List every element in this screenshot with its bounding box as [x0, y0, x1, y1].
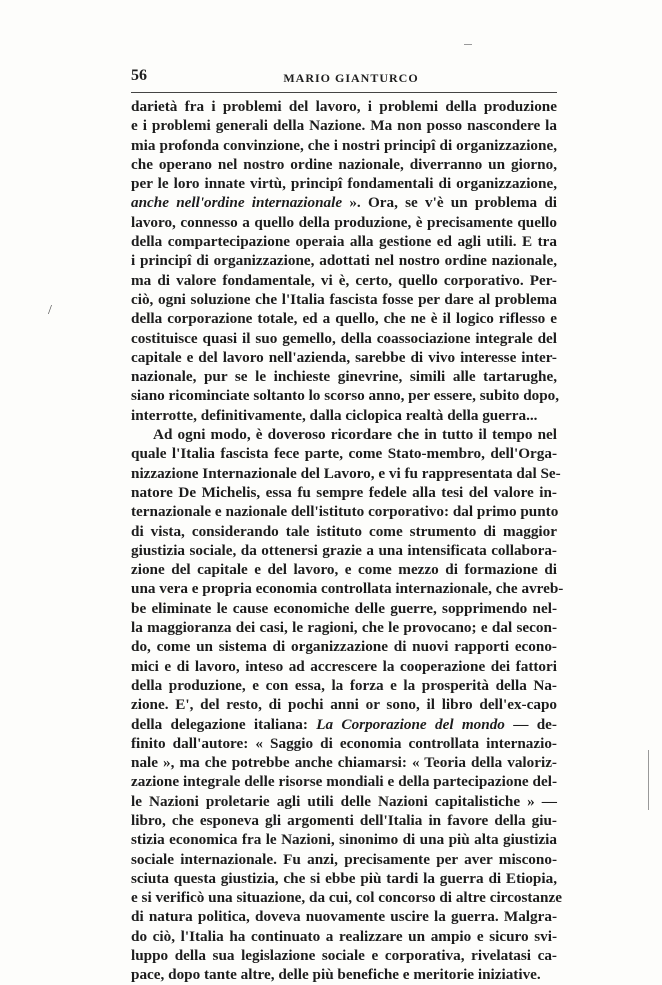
- text-line: Ad ogni modo, è doveroso ricordare che in tutto il tempo nel: [153, 426, 557, 444]
- text-line: della compartecipazione operaia alla gestione ed agli utili. E tra: [131, 233, 557, 251]
- text-line: sciuta questa giustizia, che si ebbe più tardi la guerra di Etiopia,: [131, 869, 557, 887]
- text-line: do ciò, l'Italia ha continuato a realizzare un ampio e sicuro svi-: [131, 927, 557, 945]
- text-line: finito dall'autore: « Saggio di economia controllata internazio-: [131, 734, 557, 752]
- text-line: nizzazione Internazionale del Lavoro, e vi fu rappresentata dal Se-: [131, 464, 561, 482]
- text-line: siano ricominciate soltanto lo scorso anno, per essere, subito dopo,: [131, 387, 560, 405]
- text-line: interrotte, definitivamente, dalla ciclopica realtà della guerra...: [131, 406, 538, 424]
- text-line: darietà fra i problemi del lavoro, i problemi della produzione: [131, 98, 557, 115]
- text-line: di vista, considerando tale istituto come strumento di maggior: [131, 522, 557, 540]
- text-line: nale », ma che potrebbe anche chiamarsi: « Teoria della valoriz-: [131, 754, 557, 772]
- text-line: ternazionale e nazionale dell'istituto corporativo: dal primo punto: [131, 503, 559, 521]
- page-number: 56: [131, 67, 147, 84]
- text-line: pace, dopo tante altre, delle più benefiche e meritorie iniziative.: [131, 966, 541, 984]
- text-line: be eliminate le cause economiche delle guerre, sopprimendo nel-: [131, 599, 557, 617]
- scan-mark-right: [648, 750, 649, 810]
- header-rule: [131, 92, 557, 93]
- text-line: lavoro, connesso a quello della produzione, è precisamente quello: [131, 213, 557, 231]
- text-line: e i problemi generali della Nazione. Ma non posso nascondere la: [131, 117, 557, 135]
- text-line: costituisce quasi il suo gemello, della coassociazione integrale del: [131, 329, 557, 347]
- body-text: [131, 97, 564, 985]
- text-line: della corporazione totale, ed a quello, che ne è il logico riflesso e: [131, 310, 557, 328]
- text-line: do, come un sistema di organizzazione di nuovi rapporti econo-: [131, 638, 557, 656]
- text-line: la maggioranza dei casi, le ragioni, che le provocano; e dal secon-: [131, 619, 557, 637]
- text-line: natore De Michelis, essa fu sempre fedele alla tesi del valore in-: [131, 483, 557, 501]
- text-line: che operano nel nostro ordine nazionale, diverranno un giorno,: [131, 155, 557, 173]
- text-line: anche nell'ordine internazionale ». Ora, se v'è un problema di: [131, 194, 557, 212]
- text-line: di natura politica, doveva nuovamente uscire la guerra. Malgra-: [131, 908, 557, 926]
- page-header: [131, 67, 557, 89]
- text-line: i principî di organizzazione, adottati nel nostro ordine nazionale,: [131, 252, 557, 270]
- text-line: ma di valore fondamentale, vi è, certo, quello corporativo. Per-: [131, 271, 557, 289]
- text-line: stizia economica fra le Nazioni, sinonimo di una più alta giustizia: [131, 831, 557, 849]
- running-head: MARIO GIANTURCO: [283, 71, 419, 85]
- text-line: per le loro innate virtù, principî fondamentali di organizzazione,: [131, 175, 557, 193]
- text-line: luppo della sua legislazione sociale e corporativa, rivelatasi ca-: [131, 947, 557, 965]
- text-line: zione del capitale e del lavoro, e come mezzo di formazione di: [131, 561, 557, 579]
- text-line: le Nazioni proletarie agli utili delle Nazioni capitalistiche » —: [131, 792, 557, 810]
- text-line: libro, che esponeva gli argomenti dell'Italia in favore della giu-: [131, 811, 557, 829]
- text-line: mici e di lavoro, inteso ad accrescere la cooperazione dei fattori: [131, 657, 557, 675]
- text-line: giustizia sociale, da ottenersi grazie a una intensificata collabora-: [131, 541, 557, 559]
- text-line: sociale internazionale. Fu anzi, precisamente per aver miscono-: [131, 850, 557, 868]
- text-line: una vera e propria economia controllata internazionale, che avreb-: [131, 580, 564, 598]
- text-line: della delegazione italiana: La Corporazione del mondo — de-: [131, 715, 557, 733]
- text-line: della produzione, e con essa, la forza e la prosperità della Na-: [131, 676, 557, 694]
- text-line: quale l'Italia fascista fece parte, come Stato-membro, dell'Orga-: [131, 445, 557, 463]
- text-line: nazionale, pur se le inchieste ginevrine, simili alle tartarughe,: [131, 368, 557, 386]
- text-line: e si verificò una situazione, da cui, col concorso di altre circostanze: [131, 889, 562, 907]
- text-line: ciò, ogni soluzione che l'Italia fascista fosse per dare al problema: [131, 290, 557, 308]
- italic-phrase: anche nell'ordine internazionale: [131, 194, 343, 212]
- text-line: mia profonda convinzione, che i nostri principî di organizzazione,: [131, 136, 557, 154]
- book-title: La Corporazione del mondo: [316, 715, 505, 733]
- scan-mark-top: [464, 44, 472, 45]
- text-line: capitale e del lavoro nell'azienda, sarebbe di vivo interesse inter-: [131, 348, 557, 366]
- text-line: zione. E', del resto, di pochi anni or sono, il libro dell'ex-capo: [131, 696, 557, 714]
- text-line: zazione integrale delle risorse mondiali e della partecipazione del-: [131, 773, 557, 791]
- margin-mark: /: [48, 303, 52, 318]
